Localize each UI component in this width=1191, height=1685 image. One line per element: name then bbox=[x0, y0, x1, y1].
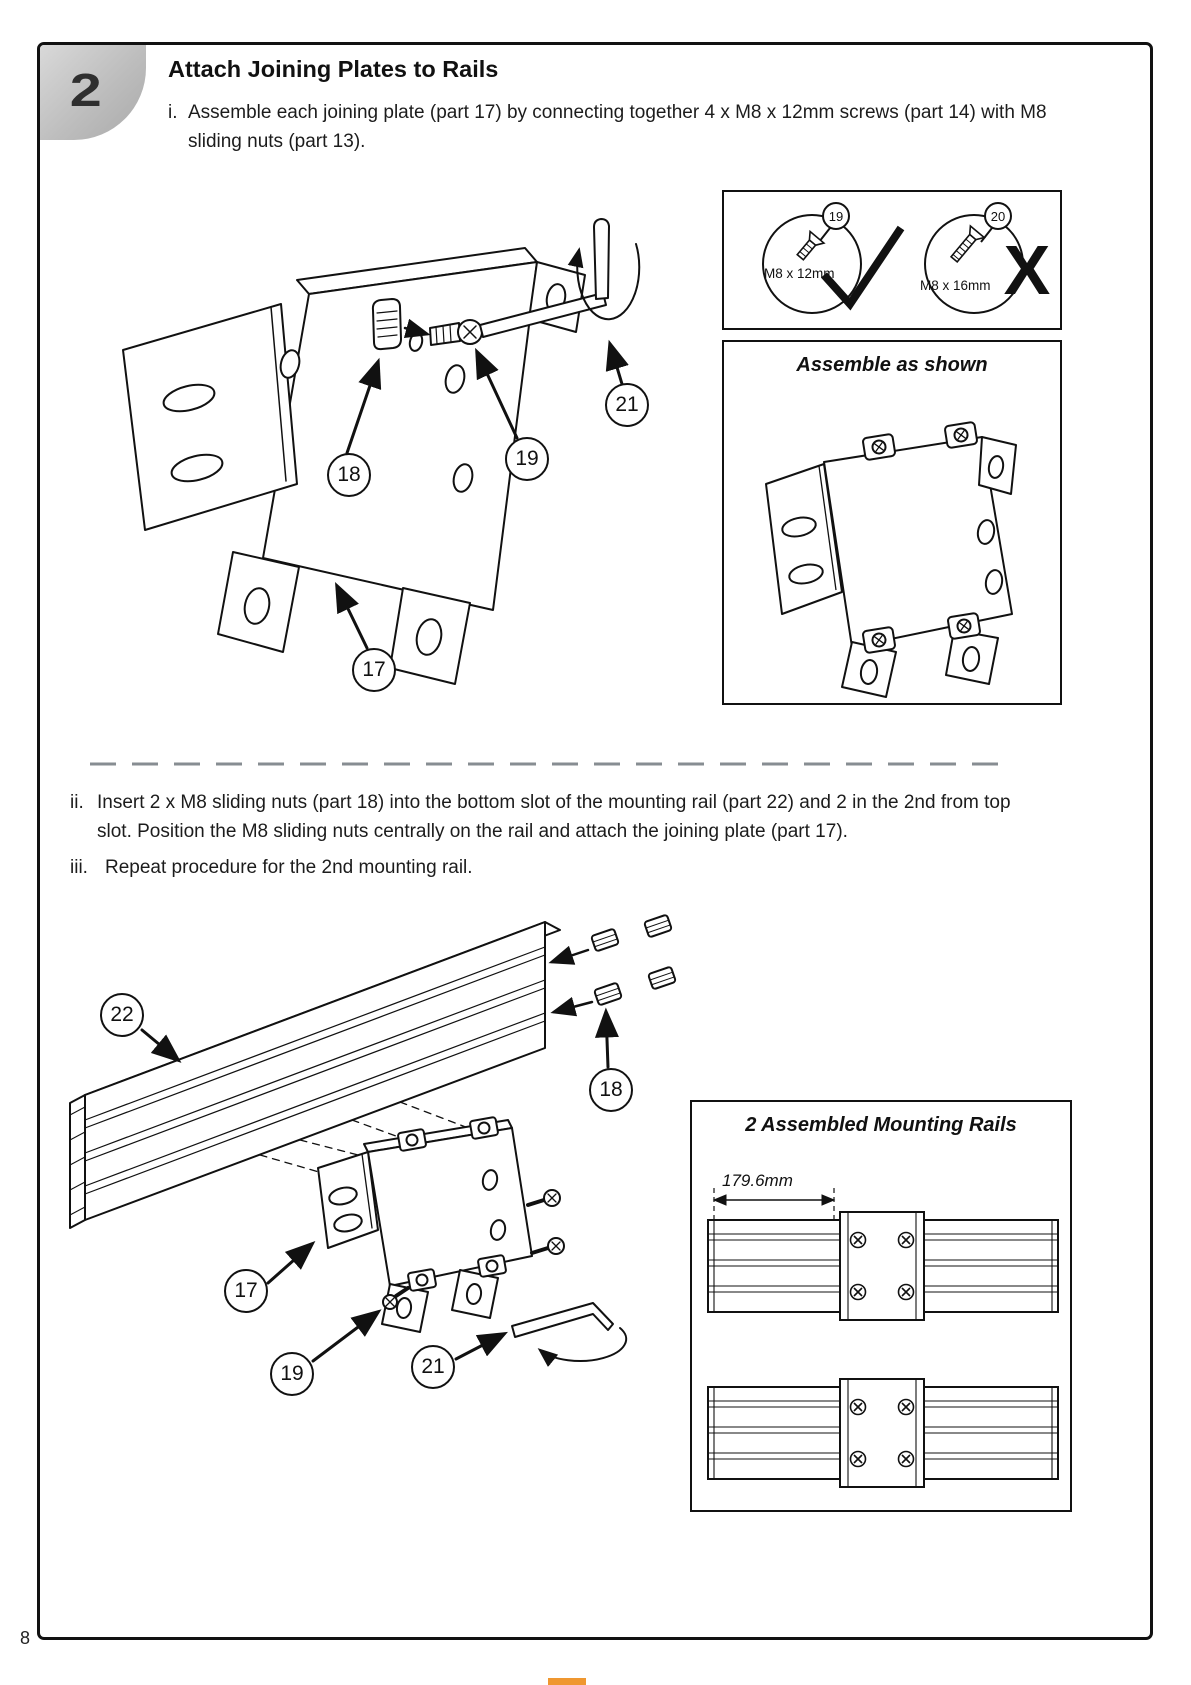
screw-selection-box bbox=[722, 190, 1062, 330]
instruction-ii bbox=[70, 788, 1065, 847]
instruction-i-text: Assemble each joining plate (part 17) by connecting together 4 x M8 x 12mm screws (part 14) with M8 sliding nuts (part 13). bbox=[188, 102, 1047, 153]
callout-part-21: 21 bbox=[605, 383, 649, 427]
correct-screw-label: M8 x 12mm bbox=[764, 266, 835, 281]
rails-box-title: 2 Assembled Mounting Rails bbox=[745, 1114, 1017, 1136]
exploded-joining-plate-diagram bbox=[85, 182, 705, 767]
rail-diagram-drawing bbox=[60, 900, 690, 1420]
callout-part-18-lower: 18 bbox=[589, 1068, 633, 1112]
joining-plate-on-rail-drawing bbox=[318, 1117, 532, 1332]
exploded-diagram-drawing bbox=[85, 182, 705, 767]
dimension-label: 179.6mm bbox=[722, 1171, 793, 1190]
page-title: Attach Joining Plates to Rails bbox=[168, 56, 499, 82]
instruction-iii-marker: iii. bbox=[70, 857, 88, 878]
allen-key-icon-lower bbox=[512, 1303, 626, 1361]
callout-part-22: 22 bbox=[100, 993, 144, 1037]
assembled-rails-drawing bbox=[692, 1102, 1069, 1509]
wrong-part-badge: 20 bbox=[990, 209, 1006, 224]
callout-part-17: 17 bbox=[352, 648, 396, 692]
sliding-nut-icons bbox=[591, 915, 676, 1006]
section-divider bbox=[88, 760, 1010, 768]
assembled-rail-1 bbox=[708, 1212, 1058, 1320]
instruction-i bbox=[168, 98, 1080, 157]
screw-selection-drawing bbox=[724, 192, 1059, 327]
rail-assembly-diagram bbox=[60, 900, 690, 1420]
assemble-box-title: Assemble as shown bbox=[796, 354, 988, 376]
assemble-as-shown-box bbox=[722, 340, 1062, 705]
instruction-ii-text: Insert 2 x M8 sliding nuts (part 18) into the bottom slot of the mounting rail (part 22) and 2 in the 2nd from top slot. Position the M8 sliding nuts centrally on the rail and attach the joining plate (part 17). bbox=[97, 792, 1011, 843]
footer-mark bbox=[548, 1678, 586, 1685]
sliding-nut-icon bbox=[373, 299, 401, 349]
nut-insert-arrows bbox=[552, 950, 592, 1012]
instruction-ii-marker: ii. bbox=[70, 792, 84, 813]
callout-part-18: 18 bbox=[327, 453, 371, 497]
assembled-rails-box bbox=[690, 1100, 1072, 1512]
x-icon: X bbox=[1003, 231, 1051, 309]
callout-part-19-lower: 19 bbox=[270, 1352, 314, 1396]
page-number: 8 bbox=[20, 1628, 31, 1648]
step-number: 2 bbox=[70, 63, 102, 116]
correct-part-badge: 19 bbox=[828, 209, 844, 224]
callout-part-21-lower: 21 bbox=[411, 1345, 455, 1389]
wrong-screw-label: M8 x 16mm bbox=[920, 278, 991, 293]
instruction-iii-text: Repeat procedure for the 2nd mounting rail. bbox=[105, 857, 473, 878]
assembled-rail-2 bbox=[708, 1379, 1058, 1487]
rotation-arrow-lower bbox=[540, 1328, 626, 1361]
callout-part-19: 19 bbox=[505, 437, 549, 481]
assembled-plate-drawing bbox=[724, 382, 1059, 702]
instruction-iii bbox=[70, 853, 1065, 882]
instruction-i-marker: i. bbox=[168, 102, 178, 123]
callout-part-17-lower: 17 bbox=[224, 1269, 268, 1313]
